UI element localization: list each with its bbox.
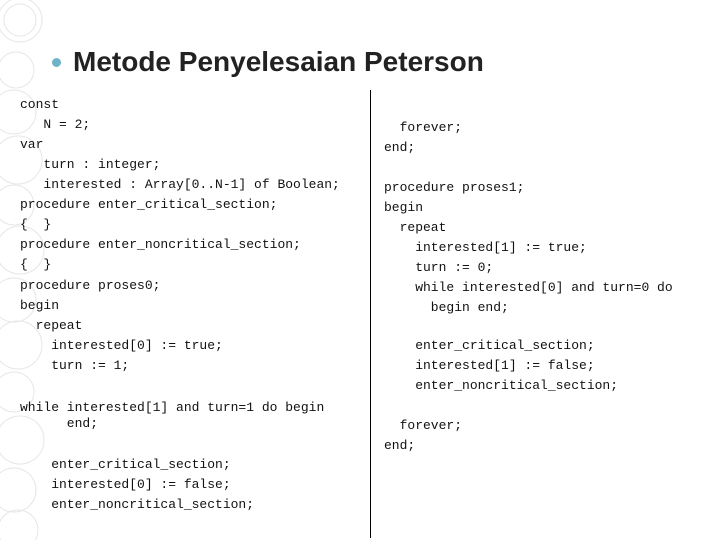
code-line: forever; [384, 120, 463, 135]
code-line: { } [20, 217, 52, 232]
slide-title: Metode Penyelesaian Peterson [73, 46, 484, 77]
code-line: enter_noncritical_section; [20, 497, 255, 512]
code-line: procedure proses1; [384, 180, 525, 195]
code-line: end; [20, 416, 99, 431]
code-line: interested : Array[0..N-1] of Boolean; [20, 177, 340, 192]
code-line: enter_critical_section; [384, 338, 595, 353]
code-line: procedure proses0; [20, 278, 161, 293]
code-line: { } [20, 257, 52, 272]
code-line: var [20, 137, 44, 152]
code-line: const [20, 97, 60, 112]
title-row [52, 44, 484, 80]
code-line: turn : integer; [20, 157, 161, 172]
code-line: while interested[0] and turn=0 do [384, 280, 673, 295]
code-line: while interested[1] and turn=1 do begin [20, 400, 325, 415]
code-line: begin end; [384, 300, 509, 315]
code-line: N = 2; [20, 117, 91, 132]
code-line: repeat [20, 318, 83, 333]
code-line: interested[1] := false; [384, 358, 595, 373]
code-line: begin [20, 298, 60, 313]
column-divider [370, 90, 371, 538]
code-line: repeat [384, 220, 447, 235]
bullet-icon [52, 58, 61, 67]
code-line: turn := 1; [20, 358, 130, 373]
code-line: procedure enter_noncritical_section; [20, 237, 301, 252]
code-line: end; [384, 140, 416, 155]
code-line: interested[0] := true; [20, 338, 223, 353]
code-line: begin [384, 200, 424, 215]
code-line: enter_critical_section; [20, 457, 231, 472]
code-line: interested[1] := true; [384, 240, 587, 255]
code-line: turn := 0; [384, 260, 494, 275]
code-line: enter_noncritical_section; [384, 378, 619, 393]
code-line: forever; [384, 418, 463, 433]
code-line: end; [384, 438, 416, 453]
code-line: procedure enter_critical_section; [20, 197, 278, 212]
code-line: interested[0] := false; [20, 477, 231, 492]
